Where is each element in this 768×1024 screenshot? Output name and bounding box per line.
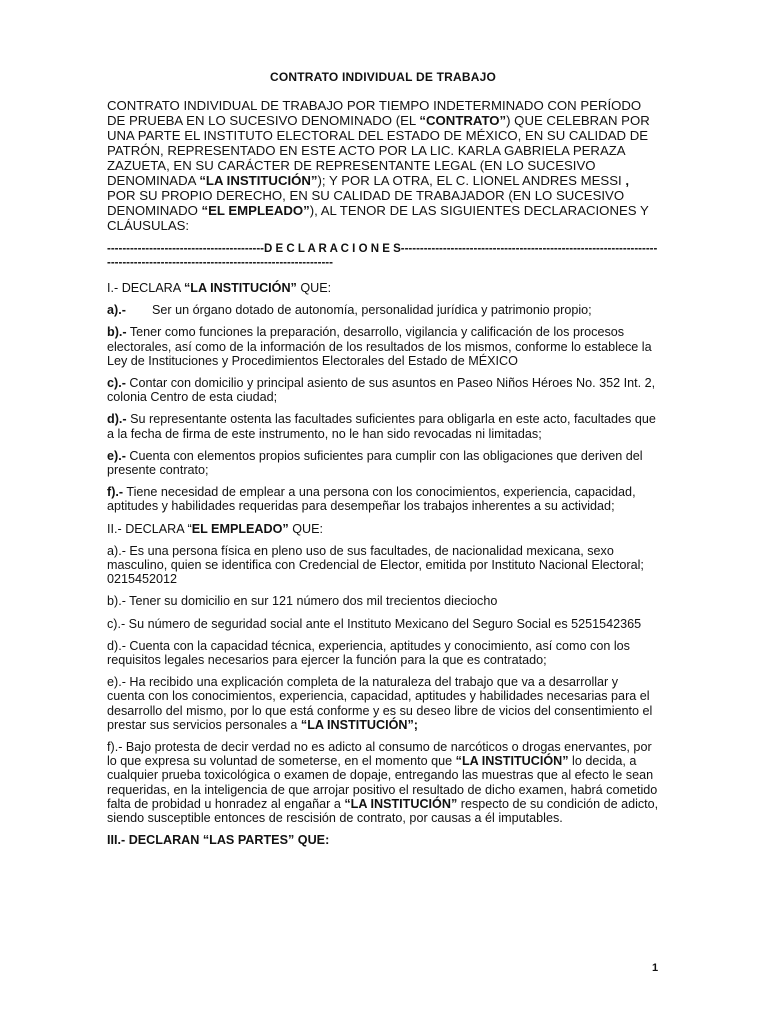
section-1-item	[107, 412, 659, 440]
intro-bold-term: “LA INSTITUCIÓN”	[199, 173, 318, 188]
item-label: e).-	[107, 448, 126, 463]
item-label: f).-	[107, 485, 124, 500]
item-label: a).-	[107, 303, 126, 318]
declarations-separator: -----------------------------------------D E C L A R A C I O N E S------------------------------------------------------------------------------------------------------------------------------	[107, 243, 658, 269]
item-text: respecto de su condición de adicto, siendo susceptible entonces de rescisión de contrato, por causas a él imputables.	[107, 796, 659, 826]
intro-text: ) QUE CELEBRAN POR UNA PARTE EL INSTITUTO ELECTORAL DEL ESTADO DE MÉXICO, EN SU CALIDAD DE PATRÓN, REPRESENTADO EN ESTE ACTO POR LA LIC. KARLA GABRIELA PERAZA ZAZUETA, EN SU CARÁCTER DE REPRESENTANTE LEGAL (EN LO SUCESIVO DENOMINADA	[107, 113, 650, 188]
intro-text: ); Y POR LA OTRA, EL C. LIONEL ANDRES MESSI	[317, 173, 626, 188]
section-2-heading	[107, 522, 659, 536]
section-heading-text: QUE:	[288, 521, 324, 536]
document-page	[107, 62, 659, 856]
item-entity: “LA INSTITUCIÓN”	[344, 796, 458, 811]
section-1-item	[107, 303, 659, 317]
section-1-item	[107, 376, 659, 404]
item-text: Tener como funciones la preparación, desarrollo, vigilancia y calificación de los procesos electorales, así como de la información de los resultados de los mismos, conforme lo establece la Ley de Instituciones y Procedimientos Electorales del Estado de MÉXICO	[107, 325, 652, 368]
section-heading-entity: EL EMPLEADO”	[191, 521, 289, 536]
section-heading-text: QUE:	[296, 281, 332, 295]
section-heading-entity: “LA INSTITUCIÓN”	[183, 281, 297, 295]
item-entity: “LA INSTITUCIÓN”;	[300, 717, 418, 732]
item-text: Contar con domicilio y principal asiento de sus asuntos en Paseo Niños Héroes No. 352 Int. 2, colonia Centro de esta ciudad;	[107, 376, 656, 405]
section-2-item: b).- Tener su domicilio en sur 121 número dos mil trecientos dieciocho	[107, 594, 498, 609]
item-text: Cuenta con elementos propios suficientes para cumplir con las obligaciones que deriven del presente contrato;	[107, 448, 643, 478]
section-1-heading	[107, 281, 659, 295]
intro-bold-term: “CONTRATO”	[419, 113, 507, 128]
intro-text: POR SU PROPIO DERECHO, EN SU CALIDAD DE TRABAJADOR (EN LO SUCESIVO DENOMINADO	[107, 188, 625, 218]
intro-bold-term: ,	[625, 173, 630, 188]
item-label: d).-	[107, 412, 127, 427]
page-number: 1	[652, 962, 659, 974]
item-text: Tiene necesidad de emplear a una persona con los conocimientos, experiencia, capacidad, aptitudes y habilidades requeridas para desempeñar los trabajos inherentes a su actividad;	[107, 485, 636, 514]
section-heading-text: I.- DECLARA	[107, 281, 184, 295]
document-title: CONTRATO INDIVIDUAL DE TRABAJO	[269, 70, 496, 84]
section-1-item	[107, 325, 659, 368]
section-2-item: a).- Es una persona física en pleno uso de sus facultades, de nacionalidad mexicana, sexo masculino, quien se identifica con Credencial de Elector, emitida por Instituto Nacional Electoral; 0215452012	[107, 543, 644, 587]
item-entity: “LA INSTITUCIÓN”	[455, 754, 569, 769]
item-text: Su representante ostenta las facultades suficientes para obligarla en este acto, facultades que a la fecha de firma de este instrumento, no le han sido revocadas ni limitadas;	[107, 412, 656, 441]
item-text: e).- Ha recibido una explicación completa de la naturaleza del trabajo que va a desarrollar y cuenta con los conocimientos, experiencia, capacidad, aptitudes y habilidades necesarias para el desarrollo del mismo, por lo que está conforme y es su deseo libre de vicios del consentimiento el prestar sus servicios personales a	[107, 675, 653, 732]
item-text: lo decida, a cualquier prueba toxicológica o examen de dopaje, entregando las muestras que al efecto le sean requeridas, en la inteligencia de que arrojar positivo el resultado de dicho examen, habrá cometido falta de probidad u honradez al engañar a	[107, 754, 658, 811]
item-text: Ser un órgano dotado de autonomía, personalidad jurídica y patrimonio propio;	[152, 303, 592, 318]
section-3-heading: III.- DECLARAN “LAS PARTES” QUE:	[107, 833, 330, 848]
intro-text: ), AL TENOR DE LAS SIGUIENTES DECLARACIONES Y CLÁUSULAS:	[107, 203, 649, 233]
section-heading-text: II.- DECLARA “	[107, 521, 192, 536]
section-2-item: c).- Su número de seguridad social ante el Instituto Mexicano del Seguro Social es 5251542365	[107, 616, 642, 631]
intro-paragraph	[107, 98, 659, 233]
item-label: c).-	[107, 376, 126, 391]
item-label: b).-	[107, 325, 127, 340]
section-2-item	[107, 740, 659, 825]
section-1-item	[107, 485, 659, 513]
section-2-item: d).- Cuenta con la capacidad técnica, experiencia, aptitudes y conocimiento, así como con los requisitos legales necesarios para ejercer la función para la que es contratado;	[107, 638, 630, 668]
intro-text: CONTRATO INDIVIDUAL DE TRABAJO POR TIEMPO INDETERMINADO CON PERÍODO DE PRUEBA EN LO SUCESIVO DENOMINADO (EL	[107, 98, 642, 128]
item-text: f).- Bajo protesta de decir verdad no es adicto al consumo de narcóticos o drogas enervantes, por lo que expresa su voluntad de someterse, en el momento que	[107, 740, 652, 769]
section-2-item	[107, 675, 659, 732]
section-1-item	[107, 449, 659, 477]
intro-bold-term: “EL EMPLEADO”	[201, 203, 310, 218]
